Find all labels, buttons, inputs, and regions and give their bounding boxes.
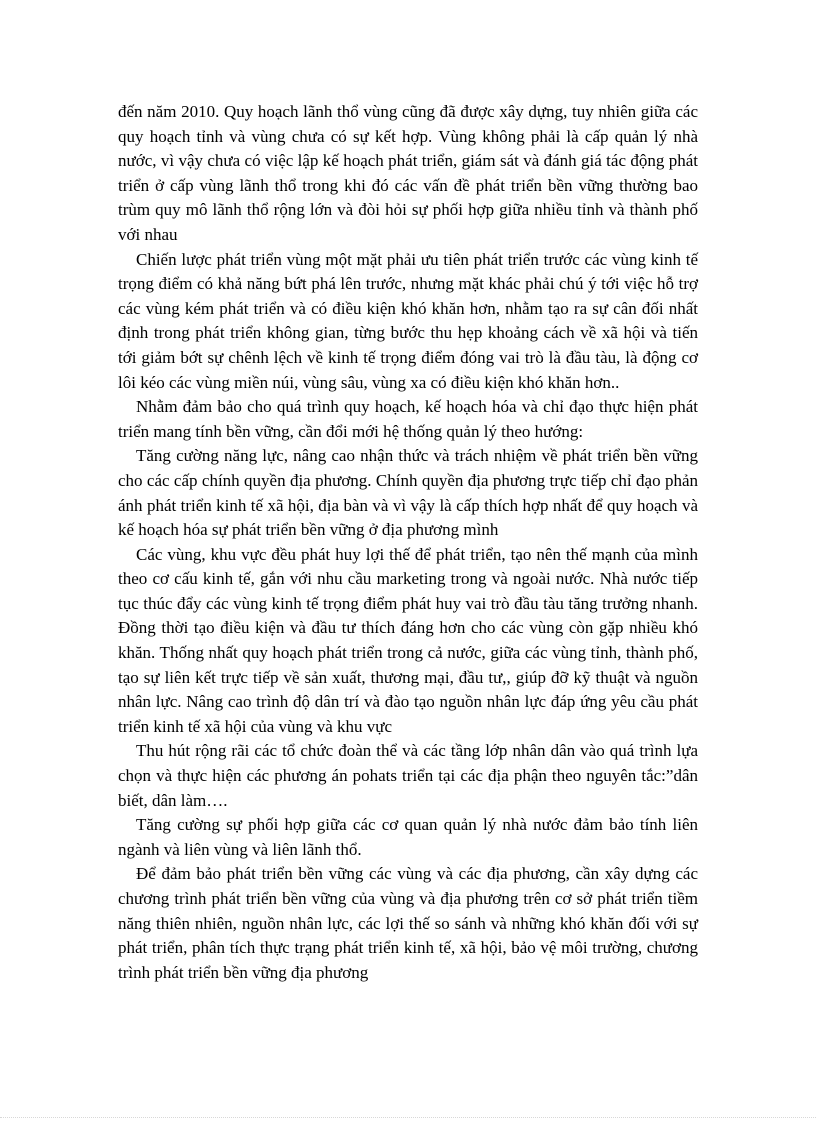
document-page [118, 100, 698, 985]
paragraph-4: Tăng cường năng lực, nâng cao nhận thức và trách nhiệm về phát triển bền vững cho các cấp chính quyền địa phương. Chính quyền địa phương trực tiếp chỉ đạo phản ánh phát triển kinh tế xã hội, địa bàn và vì vậy là cấp thích hợp nhất để quy hoạch và kế hoạch hóa sự phát triển bền vững ở địa phương mình [118, 446, 698, 540]
paragraph-7: Tăng cường sự phối hợp giữa các cơ quan quản lý nhà nước đảm bảo tính liên ngành và liên vùng và liên lãnh thổ. [118, 815, 698, 859]
paragraph-6: Thu hút rộng rãi các tổ chức đoàn thể và các tầng lớp nhân dân vào quá trình lựa chọn và thực hiện các phương án pohats triển tại các địa phận theo nguyên tắc:”dân biết, dân làm…. [118, 741, 698, 810]
paragraph-3: Nhằm đảm bảo cho quá trình quy hoạch, kế hoạch hóa và chỉ đạo thực hiện phát triển mang tính bền vững, cần đổi mới hệ thống quản lý theo hướng: [118, 397, 698, 441]
paragraph-8: Để đảm bảo phát triển bền vững các vùng và các địa phương, cần xây dựng các chương trình phát triển bền vững của vùng và địa phương trên cơ sở phát triển tiềm năng thiên nhiên, nguồn nhân lực, các lợi thế so sánh và những khó khăn đối với sự phát triển, phân tích thực trạng phát triển kinh tế, xã hội, bảo vệ môi trường, chương trình phát triển bền vững địa phương [118, 864, 698, 982]
paragraph-1: đến năm 2010. Quy hoạch lãnh thổ vùng cũng đã được xây dựng, tuy nhiên giữa các quy hoạch tỉnh và vùng chưa có sự kết hợp. Vùng không phải là cấp quản lý nhà nước, vì vậy chưa có việc lập kế hoạch phát triển, giám sát và đánh giá tác động phát triển ở cấp vùng lãnh thổ trong khi đó các vấn đề phát triển bền vững thường bao trùm quy mô lãnh thổ rộng lớn và đòi hỏi sự phối hợp giữa nhiều tỉnh và thành phố với nhau [118, 102, 698, 244]
paragraph-5: Các vùng, khu vực đều phát huy lợi thế để phát triển, tạo nên thế mạnh của mình theo cơ cấu kinh tế, gắn với nhu cầu marketing trong và ngoài nước. Nhà nước tiếp tục thúc đẩy các vùng kinh tế trọng điểm phát huy vai trò đầu tàu tăng trưởng nhanh. Đồng thời tạo điều kiện và đầu tư thích đáng hơn cho các vùng còn gặp nhiều khó khăn. Thống nhất quy hoạch phát triển trong cả nước, giữa các vùng tỉnh, thành phố, tạo sự liên kết trực tiếp về sản xuất, thương mại, đầu tư,, giúp đỡ kỹ thuật và nguồn nhân lực. Nâng cao trình độ dân trí và đào tạo nguồn nhân lực đáp ứng yêu cầu phát triển kinh tế xã hội của vùng và khu vực [118, 544, 698, 736]
page-bottom-divider [0, 1117, 816, 1118]
paragraph-2: Chiến lược phát triển vùng một mặt phải ưu tiên phát triển trước các vùng kinh tế trọng điểm có khả năng bứt phá lên trước, nhưng mặt khác phải chú ý tới việc hỗ trợ các vùng kém phát triển và có điều kiện khó khăn hơn, nhằm tạo ra sự cân đối nhất định trong phát triển không gian, từng bước thu hẹp khoảng cách về xã hội và tiến tới giảm bớt sự chênh lệch về kinh tế trọng điểm đóng vai trò là đầu tàu, là động cơ lôi kéo các vùng miền núi, vùng sâu, vùng xa có điều kiện khó khăn hơn.. [118, 249, 698, 392]
